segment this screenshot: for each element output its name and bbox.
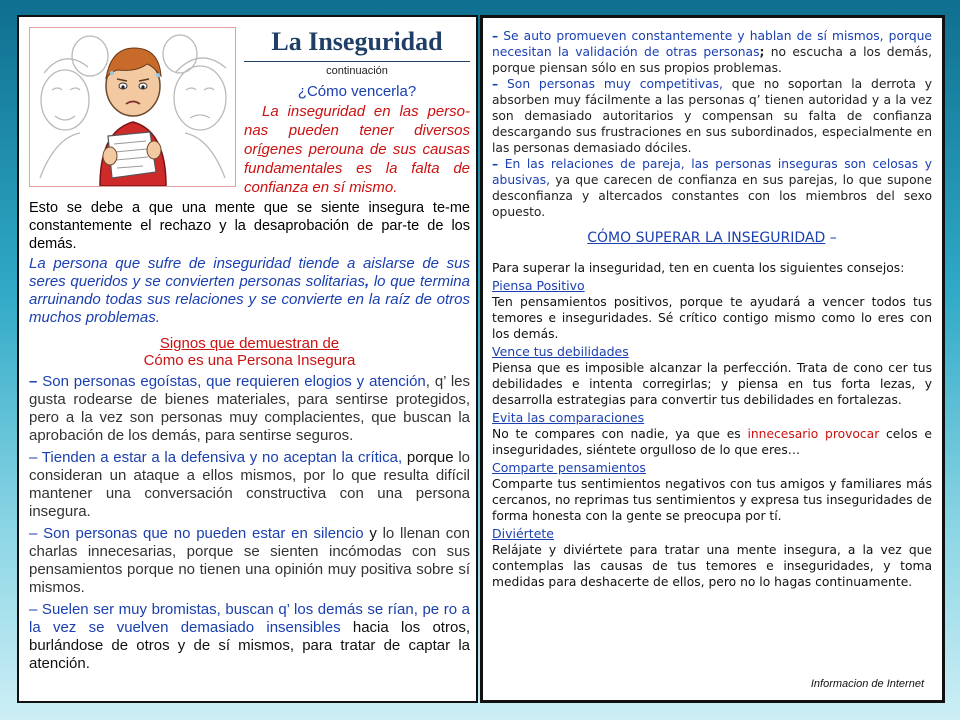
tip-title: Comparte pensamientos — [492, 460, 646, 475]
title-block — [244, 27, 470, 197]
list-item: – Tienden a estar a la defensiva y no aceptan la crítica, porque lo consideran un ataque a ellos mismos, por lo que resulta difícil mantener una conversación constructiva con una persona insegura. — [29, 449, 471, 520]
intro-red-paragraph: La inseguridad en las perso-nas pueden tener diversos orígenes perouna de sus causas fundamentales es la falta de confianza en sí mismo. — [244, 103, 470, 196]
tip-title: Evita las comparaciones — [492, 410, 645, 425]
tip-title: Diviértete — [492, 526, 554, 541]
tip-body: Comparte tus sentimientos negativos con tus amigos y familiares más cercanos, no reprimas tus sentimientos y expresa tus inseguridades de forma honesta con la gente se preocupa por tí. — [492, 477, 932, 523]
tips-lead: Para superar la inseguridad, ten en cuenta los siguientes consejos: — [492, 261, 905, 275]
tip-body: Piensa que es imposible alcanzar la perfección. Trata de cono cer tus debilidades e intenta corregirlas; y piensa en tus forta lezas, y desarrolla estrategias para convertir tus debilidades en fortalezas. — [492, 361, 932, 407]
anxious-man-reading-paper-illustration — [29, 27, 236, 187]
list-item: – Son personas egoístas, que requieren elogios y atención, q’ les gusta rodearse de bienes materiales, para sentirse protegidos, pero a la vez son personas muy complacientes, que buscan la aprobación de los demás, para sentirse seguros. — [29, 373, 470, 444]
page-subtitle: continuación — [326, 65, 388, 77]
tip-title: Vence tus debilidades — [492, 344, 629, 359]
list-item: – Se auto promueven constantemente y hablan de sí mismos, porque necesitan la validación de otras personas; no escucha a los demás, porque piensan sólo en sus propios problemas. — [492, 29, 932, 75]
right-column — [480, 15, 945, 703]
page-title: La Inseguridad — [244, 27, 470, 62]
tip-title: Piensa Positivo — [492, 278, 585, 293]
left-column — [17, 15, 478, 703]
overcome-heading: CÓMO SUPERAR LA INSEGURIDAD – — [587, 230, 837, 246]
signs-heading: Signos que demuestran de Cómo es una Persona Insegura — [143, 335, 356, 369]
intro-blue-paragraph: La persona que sufre de inseguridad tiende a aislarse de sus seres queridos y se convierten personas solitarias, lo que termina arruinando todas sus relaciones y se convierte en la raíz de otros muchos problemas. — [29, 255, 470, 326]
how-to-overcome-heading: ¿Cómo vencerla? — [297, 83, 417, 100]
intro-black-paragraph: Esto se debe a que una mente que se siente insegura te-me constantemente el rechazo y la desaprobación de par-te de los demás. — [29, 200, 470, 252]
tip-body: Relájate y diviértete para tratar una mente insegura, a la vez que contemplas las causas de tus temores e inseguridades, y toma medidas para deshacerte de ellos, pero no lo hagas continuamente. — [492, 543, 932, 589]
source-credit: Informacion de Internet — [810, 678, 924, 690]
list-item: – Son personas muy competitivas, que no soportan la derrota y absorben muy fácilmente a las personas q’ tienen autoridad y a la vez son demasiado autoritarios y compensan su falta de confianza descargando sus frustraciones en sus subordinados, especialmente en las personas demasiado dóciles. — [492, 77, 933, 155]
tip-body: Ten pensamientos positivos, porque te ayudará a vencer todos tus temores e inseguridades. Sé crítico contigo mismo como lo eres con los demás. — [492, 295, 932, 341]
list-item: – Suelen ser muy bromistas, buscan q’ los demás se rían, pe ro a la vez se vuelven demasiado insensibles hacia los otros, burlándose de otros y de sí mismos, para tratar de captar la atención. — [29, 601, 470, 672]
list-item: – Son personas que no pueden estar en silencio y lo llenan con charlas innecesarias, porque se sienten incómodas con sus pensamientos porque no tienen una opinión muy positiva sobre sí mismos. — [29, 525, 470, 596]
list-item: – En las relaciones de pareja, las personas inseguras son celosas y abusivas, ya que carecen de confianza en sus parejas, lo que supone desconfianza y altercados constantes con los miembros del sexo opuesto. — [492, 157, 932, 219]
tip-body: No te compares con nadie, ya que es innecesario provocar celos e inseguridades, siéntete orgulloso de lo que eres… — [492, 427, 932, 457]
